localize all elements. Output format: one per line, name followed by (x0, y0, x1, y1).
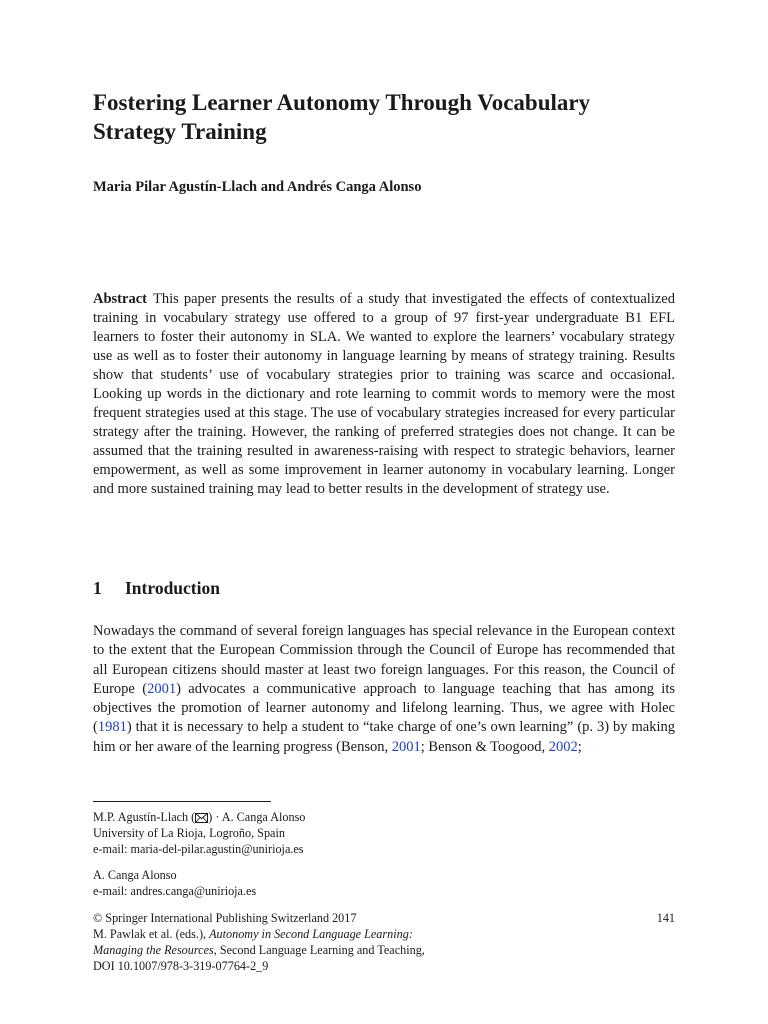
introduction-paragraph (93, 622, 675, 757)
intro-text-4: ; Benson & Toogood, (420, 738, 549, 755)
book-series: , Second Language Learning and Teaching, (213, 943, 425, 957)
envelope-icon (195, 813, 208, 823)
author-email[interactable]: e-mail: andres.canga@unirioja.es (93, 884, 257, 898)
intro-text-2: ) advocates a communicative approach to language teaching that has among its objectives the promotion of learner autonomy and lifelong learning. Thus, we agree with Holec ( (93, 680, 676, 736)
citation-link[interactable]: 2001 (391, 738, 421, 755)
affiliation-institution: University of La Rioja, Logroño, Spain (93, 826, 285, 840)
book-subtitle: Managing the Resources (93, 943, 214, 957)
intro-text-5: ; (577, 738, 582, 755)
book-citation-line-1 (93, 926, 675, 942)
book-citation-line-2 (93, 942, 675, 958)
copyright-notice: © Springer International Publishing Switzerland 2017 (93, 911, 357, 925)
abstract (93, 290, 675, 499)
citation-link[interactable]: 1981 (97, 719, 127, 736)
abstract-text: This paper presents the results of a study that investigated the effects of contextualized training in vocabulary strategy use offered to a group of 97 first-year undergraduate B1 EFL learners to foster their autonomy in SLA. We wanted to explore the learners’ vocabulary strategy use as well as to foster their autonomy in language learning by means of strategy training. Results show that students’ use of vocabulary strategies prior to training was scarce and occasional. Looking up words in the dictionary and rote learning to commit words to memory were the most frequent strategies used at this stage. The use of vocabulary strategies increased for every particular strategy after the training. However, the ranking of preferred strategies does not change. It can be assumed that the training resulted in awareness-raising with respect to strategic behaviors, learner empowerment, as well as some improvement in learner autonomy in vocabulary learning. Longer and more sustained training may lead to better results in the development of strategy use. (93, 291, 675, 497)
affiliation-line (93, 809, 675, 825)
book-editors: M. Pawlak et al. (eds.), (93, 927, 210, 941)
publication-footer (93, 910, 675, 974)
doi[interactable]: DOI 10.1007/978-3-319-07764-2_9 (93, 959, 269, 973)
intro-text-3: ) that it is necessary to help a student to “take charge of one’s own learning” (p. 3) by making him or her aware of the learning progress (Benson, (93, 719, 675, 755)
book-title: Autonomy in Second Language Learning: (209, 927, 413, 941)
section-number: 1 (93, 578, 102, 598)
paper-title: Fostering Learner Autonomy Through Vocabulary Strategy Training (93, 90, 591, 144)
affiliation-author-name: A. Canga Alonso (93, 868, 177, 882)
author-list: Maria Pilar Agustín-Llach and Andrés Canga Alonso (93, 179, 422, 195)
section-heading-introduction (93, 577, 220, 599)
author-affiliations (93, 809, 675, 899)
author-email[interactable]: e-mail: maria-del-pilar.agustin@unirioja.es (93, 842, 304, 856)
citation-link[interactable]: 2002 (548, 738, 578, 755)
citation-link[interactable]: 2001 (147, 680, 177, 697)
affiliation-author-1: M.P. Agustín-Llach ( (93, 810, 196, 824)
abstract-label: Abstract (93, 291, 147, 307)
page-number: 141 (656, 911, 675, 925)
affiliation-author-2: ) · A. Canga Alonso (208, 810, 306, 824)
footnote-divider (93, 801, 271, 802)
intro-text-1: Nowadays the command of several foreign languages has special relevance in the European context to the extent that the European Commission through the Council of Europe has recommended that all European citizens should master at least two foreign languages. For this reason, the Council of Europe ( (93, 623, 675, 697)
section-title: Introduction (125, 578, 220, 598)
